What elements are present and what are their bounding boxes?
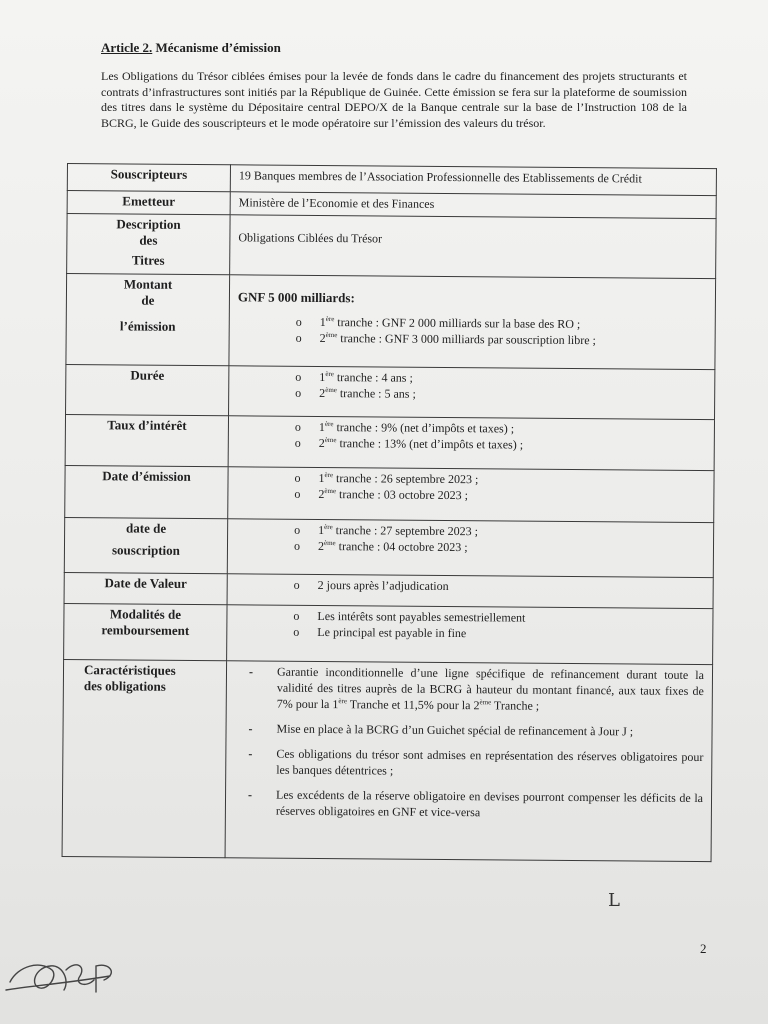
list-item: - Mise en place à la BCRG d’un Guichet spécial de refinancement à Jour J ; <box>247 720 704 740</box>
row-value: 19 Banques membres de l’Association Professionnelle des Etablissements de Crédit <box>230 165 716 196</box>
row-value <box>227 574 713 609</box>
row-value: Ministère de l’Economie et des Finances <box>230 192 716 219</box>
list-item: - Les excédents de la réserve obligatoire en devises pourront compenser les déficits de la réserves obligatoires en GNF et vice-versa <box>246 786 703 822</box>
table-row <box>65 465 714 522</box>
value-list <box>236 576 705 596</box>
row-value <box>227 519 713 578</box>
article-title: Mécanisme d’émission <box>155 40 281 55</box>
list-item: o 1ère tranche : 4 ans ; <box>295 369 706 388</box>
row-label: Date d’émission <box>65 465 228 518</box>
list-item: o 2 jours après l’adjudication <box>294 577 705 596</box>
page-number: 2 <box>700 941 707 956</box>
row-label: Souscripteurs <box>67 164 230 192</box>
table-row <box>66 364 715 419</box>
row-label: date de souscription <box>64 517 227 573</box>
table-row <box>65 414 714 470</box>
list-item: o 2ème tranche : 5 ans ; <box>295 385 706 404</box>
row-value <box>228 416 714 471</box>
list-item: o 1ère tranche : GNF 2 000 milliards sur la base des RO ; <box>296 314 707 333</box>
article-heading <box>101 40 281 56</box>
tranche-list <box>237 418 706 454</box>
table-row <box>66 274 716 370</box>
list-item: o 2ème tranche : 04 octobre 2023 ; <box>294 538 705 557</box>
list-item: o Les intérêts sont payables semestriellement <box>293 608 704 627</box>
intro-paragraph: Les Obligations du Trésor ciblées émises pour la levée de fonds dans le cadre du financement des projets structurants et contrats d’infrastructures sont initiés par la République de Guinée. Cette émission se fera sur la plateforme de soumission des titres dans le système du Dépositaire central DEPO/X de la Banque centrale sur la base de l’Instruction 108 de la BCRG, le Guide des souscripteurs et le mode opératoire sur l’émission des valeurs du trésor. <box>101 69 687 130</box>
row-value <box>229 275 716 370</box>
table-row <box>64 572 713 608</box>
row-label: Taux d’intérêt <box>65 414 228 466</box>
list-item: - Garantie inconditionnelle d’une ligne spécifique de refinancement durant toute la validité des titres auprès de la BCRG à hauteur du montant financé, aux taux fixes de 7% pour la 1ère Tranche et 11,5% pour la 2ème Tranche ; <box>247 663 704 715</box>
row-label: Modalités de remboursement <box>64 603 227 660</box>
tranche-list <box>236 521 705 557</box>
list-item: o Le principal est payable in fine <box>293 624 704 643</box>
margin-mark: L <box>608 890 620 911</box>
table-row <box>67 214 716 279</box>
list-item: o 1ère tranche : 9% (net d’impôts et taxes) ; <box>295 419 706 438</box>
tranche-list <box>238 313 707 349</box>
value-list <box>235 607 704 643</box>
tranche-list <box>237 368 706 404</box>
row-label: Description des Titres <box>67 214 230 275</box>
table-row <box>64 603 713 664</box>
row-value <box>229 366 715 420</box>
row-value: Obligations Ciblées du Trésor <box>230 215 716 279</box>
tranche-list <box>236 469 705 505</box>
row-value <box>228 467 714 523</box>
list-item: o 2ème tranche : GNF 3 000 milliards par souscription libre ; <box>296 330 707 349</box>
table-row <box>62 659 713 861</box>
table-row <box>64 517 713 577</box>
characteristics-list <box>234 663 704 822</box>
list-item: o 2ème tranche : 13% (net d’impôts et taxes) ; <box>295 435 706 454</box>
list-item: o 1ère tranche : 26 septembre 2023 ; <box>294 470 705 489</box>
row-label: Date de Valeur <box>64 572 227 604</box>
list-item: o 1ère tranche : 27 septembre 2023 ; <box>294 522 705 541</box>
row-label: Emetteur <box>67 191 230 215</box>
emission-table <box>62 163 717 862</box>
row-label: Montant de l’émission <box>66 274 230 366</box>
signature-icon <box>0 940 140 1010</box>
row-label: Durée <box>66 364 229 415</box>
row-value <box>225 661 713 862</box>
row-value <box>227 605 713 665</box>
list-item: - Ces obligations du trésor sont admises en représentation des réserves obligatoires pour les banques détentrices ; <box>246 745 703 781</box>
list-item: o 2ème tranche : 03 octobre 2023 ; <box>294 486 705 505</box>
article-number: Article 2. <box>101 40 153 55</box>
amount-total: GNF 5 000 milliards: <box>237 289 355 306</box>
row-label: Caractéristiques des obligations <box>62 659 227 857</box>
